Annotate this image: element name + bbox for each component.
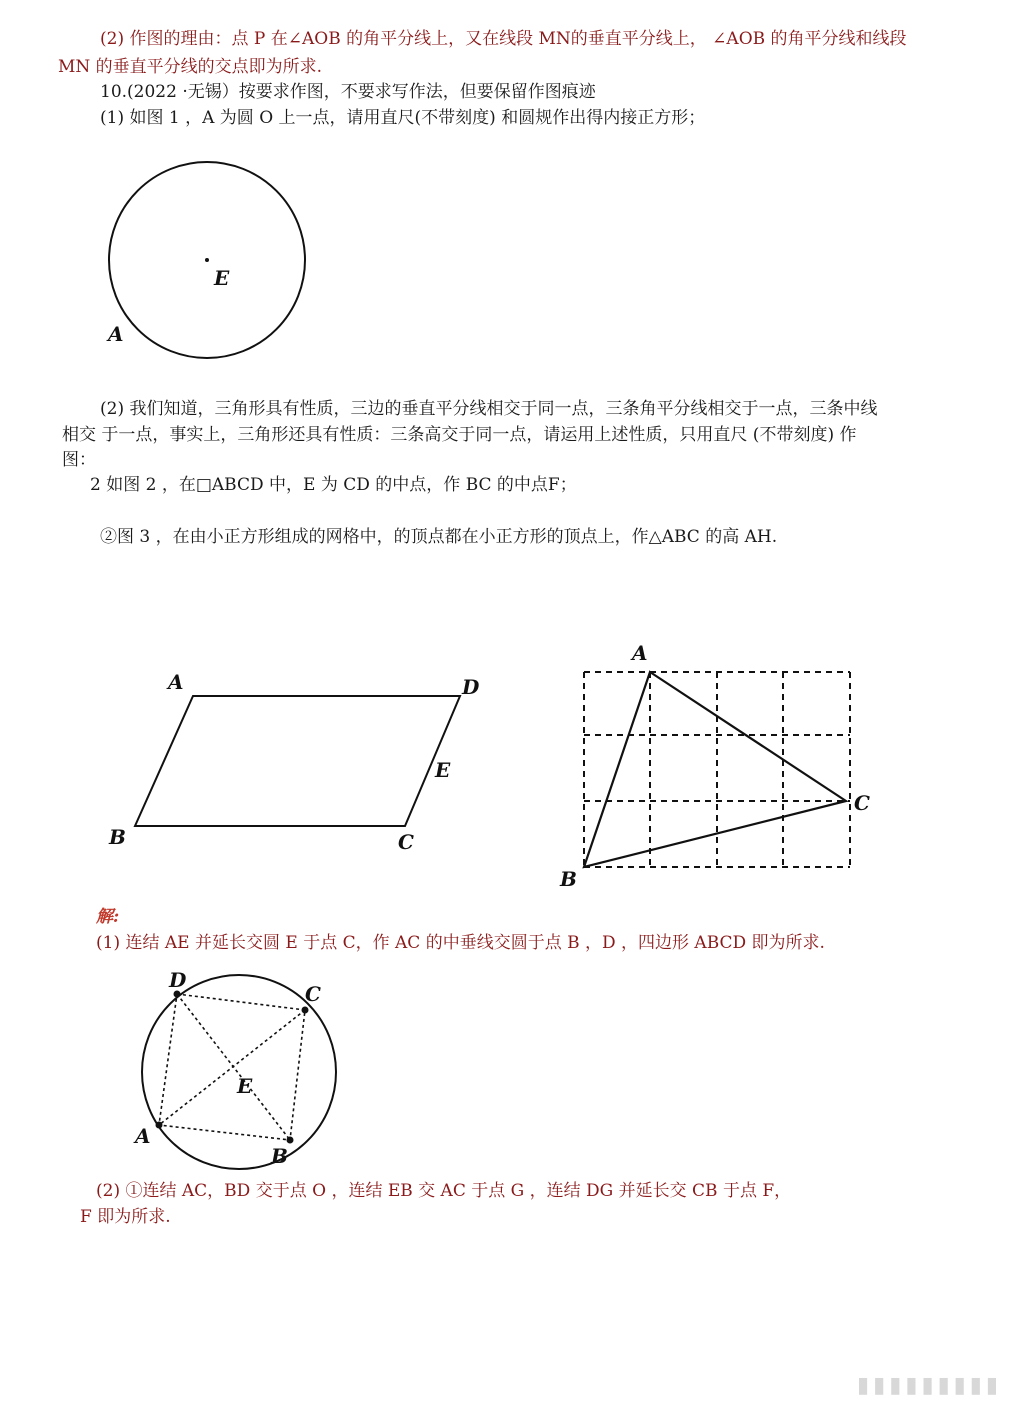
fig2-label-d: D [462,675,480,699]
problem-part-2-line-2: 相交 于一点，事实上，三角形还具有性质：三条高交于同一点，请运用上述性质，只用直尺 (不带刻度) 作 [62,425,857,445]
fig2-label-e: E [435,758,451,782]
fig4-label-d: D [169,968,187,992]
page-indicator-dots: ▮▮▮▮▮▮▮▮▮ [857,1373,1002,1398]
fig3-label-c: C [854,791,870,815]
triangle-abc [584,672,846,867]
fig4-label-e: E [237,1074,253,1098]
problem-sub-1: 2 如图 2 ，在□ABCD 中，E 为 CD 的中点，作 BC 的中点F； [90,475,577,495]
dashed-grid [584,672,850,867]
figure-3-grid-triangle [560,640,890,900]
fig2-label-a: A [168,670,184,694]
figure-1-circle [100,155,320,375]
fig2-label-b: B [109,825,126,849]
fig3-label-b: B [560,867,577,891]
problem-header: 10.(2022 ·无锡）按要求作图，不要求写作法，但要保留作图痕迹 [100,82,596,102]
fig2-label-c: C [398,830,414,854]
problem-sub-2: ②图 3 ，在由小正方形组成的网格中，的顶点都在小正方形的顶点上，作△ABC 的高 AH. [100,527,778,547]
prev-answer-line-2: MN 的垂直平分线的交点即为所求. [58,57,323,77]
solution-part-1: (1) 连结 AE 并延长交圆 E 于点 C，作 AC 的中垂线交圆于点 B ，D ，四边形 ABCD 即为所求. [96,933,825,953]
problem-part-2-line-3: 图： [62,450,96,470]
prev-answer-line-1: (2) 作图的理由：点 P 在∠AOB 的角平分线上，又在线段 MN的垂直平分线上， ∠AOB 的角平分线和线段 [100,29,907,49]
figure-4-inscribed-square [125,965,355,1175]
fig4-label-c: C [305,982,321,1006]
fig1-label-e: E [214,266,230,290]
fig1-label-a: A [108,322,124,346]
fig4-label-b: B [271,1144,288,1168]
problem-part-1: (1) 如图 1 ，A 为圆 O 上一点，请用直尺(不带刻度) 和圆规作出得内接正方形； [100,108,706,128]
solution-label: 解: [96,907,120,927]
fig3-label-a: A [632,641,648,665]
solution-part-2-line-2: F 即为所求. [80,1207,171,1227]
fig4-label-a: A [135,1124,151,1148]
figure-2-parallelogram [100,660,500,860]
problem-part-2-line-1: (2) 我们知道，三角形具有性质，三边的垂直平分线相交于同一点，三条角平分线相交于一点，三条中线 [100,399,878,419]
solution-part-2-line-1: (2) ①连结 AC，BD 交于点 O ，连结 EB 交 AC 于点 G ，连结 DG 并延长交 CB 于点 F， [96,1181,792,1201]
